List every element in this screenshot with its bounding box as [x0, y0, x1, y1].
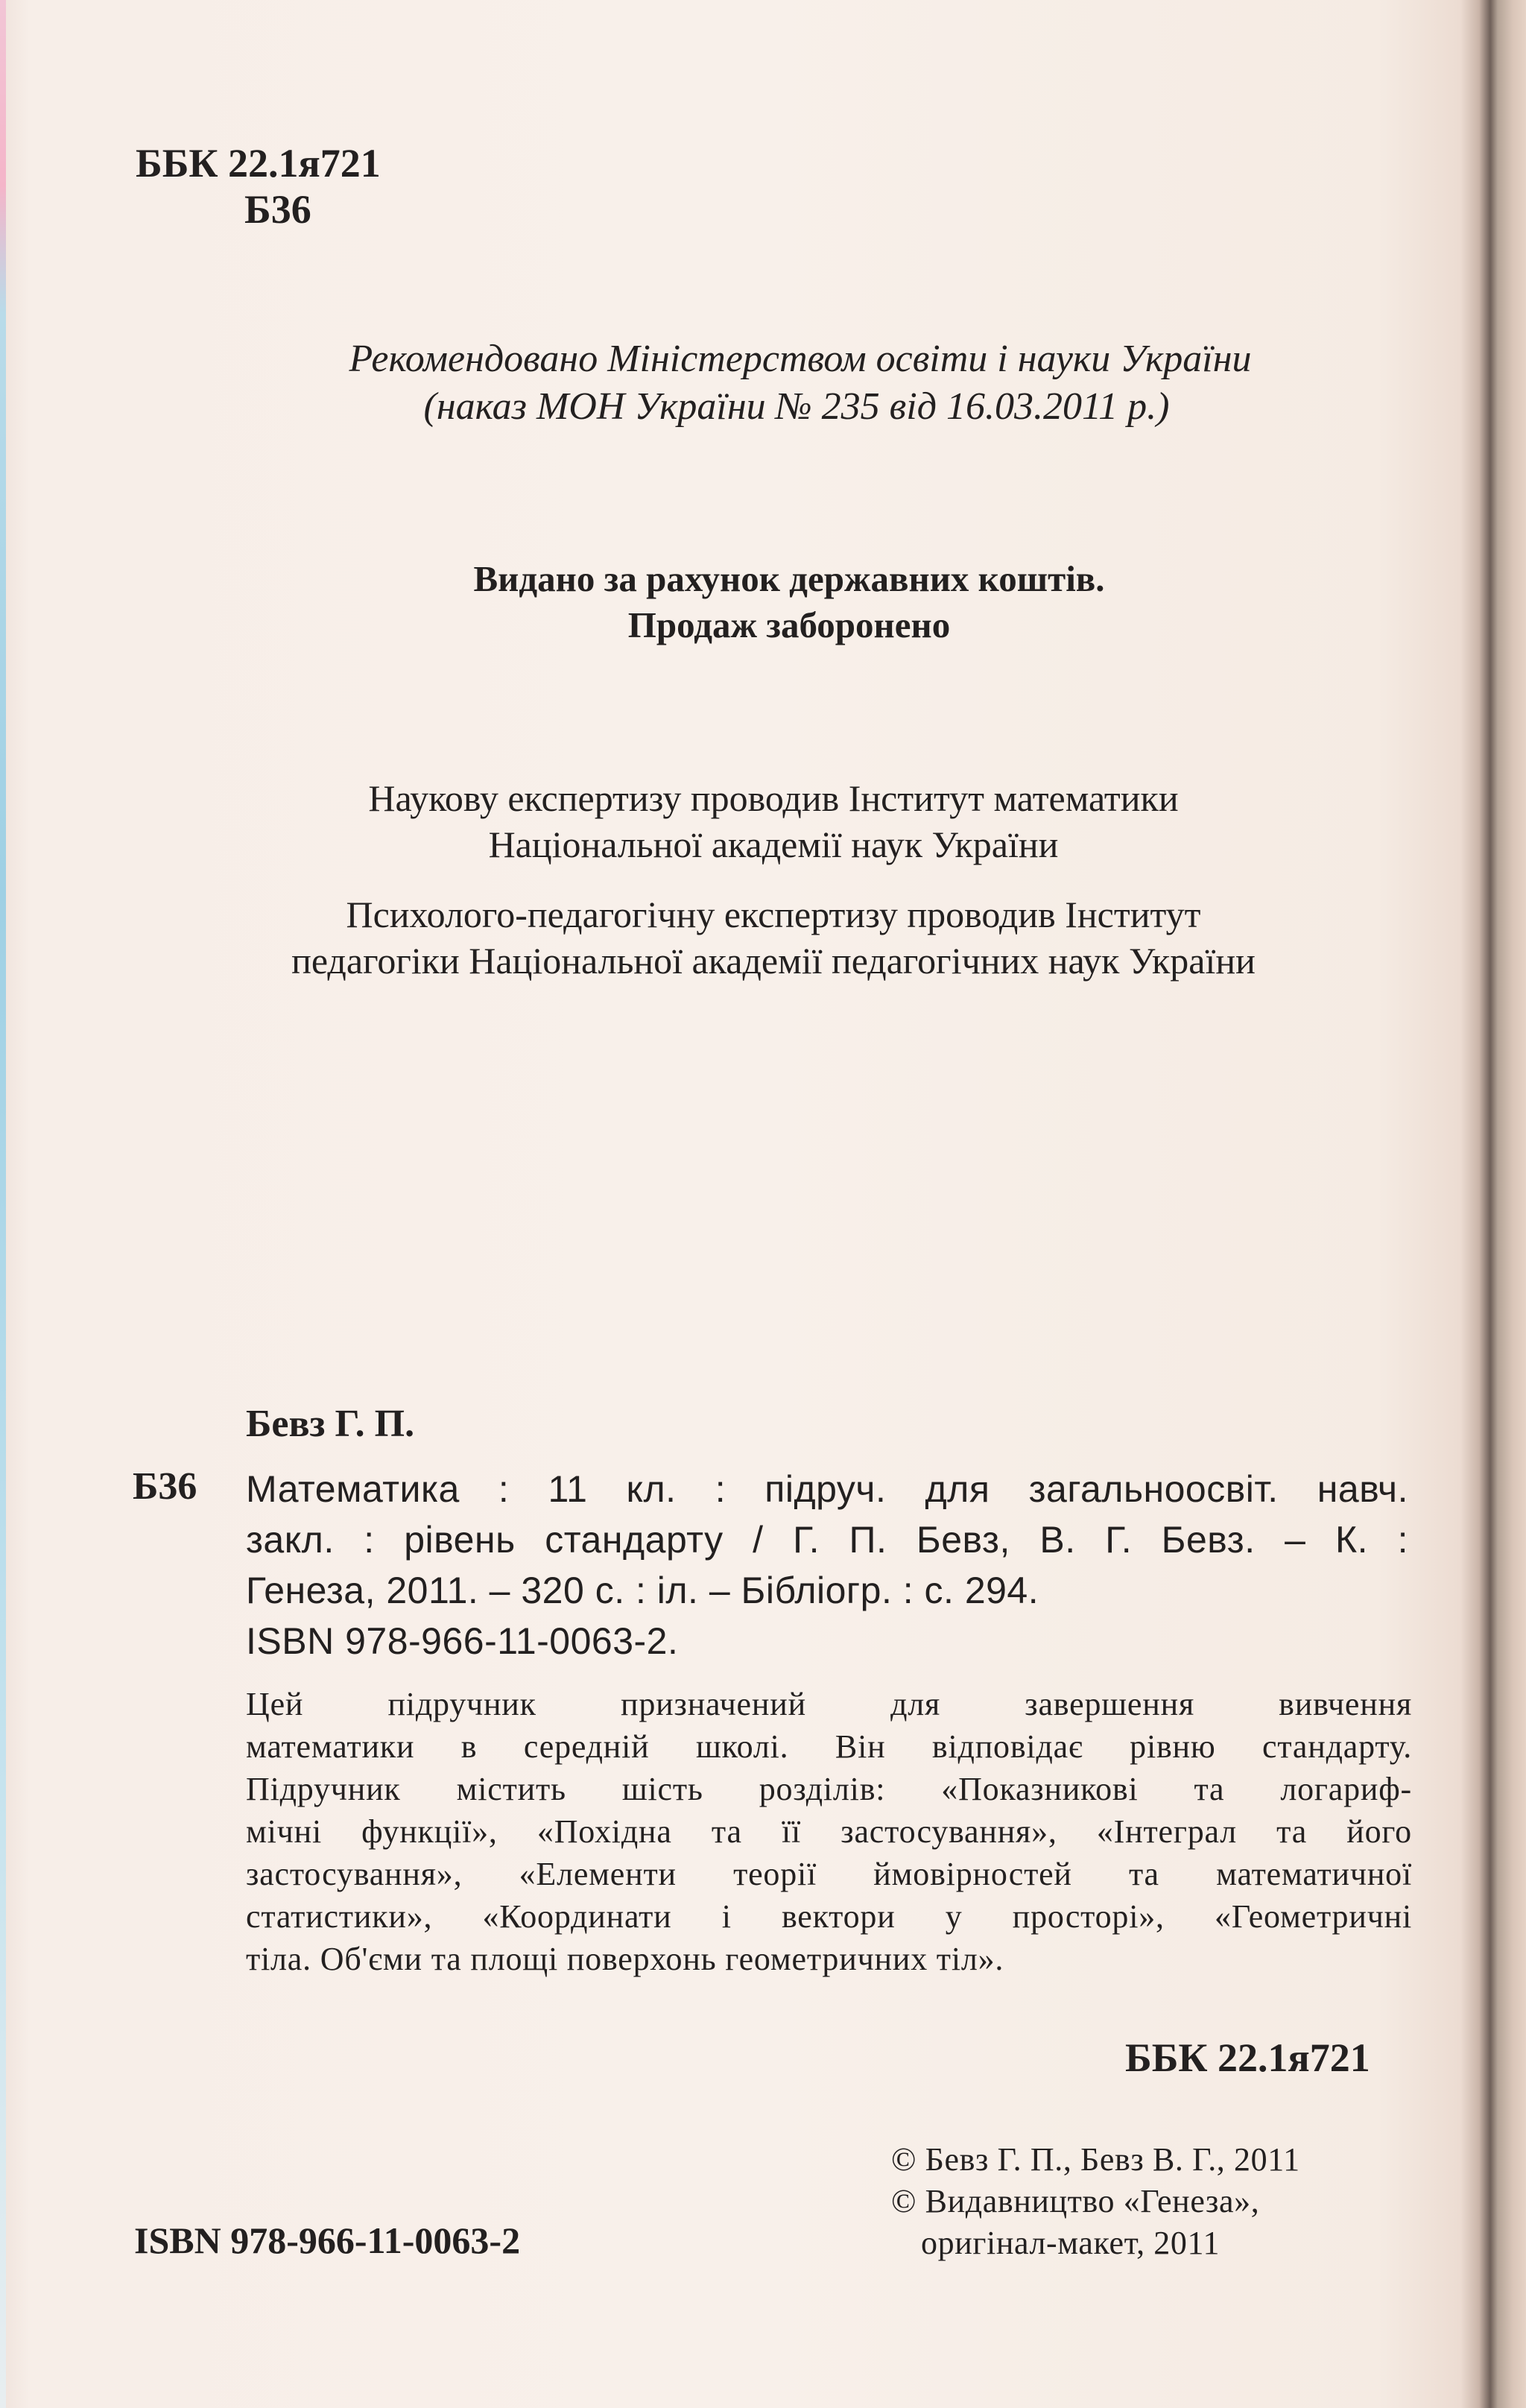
biblio-line: Генеза, 2011. – 320 с. : іл. – Бібліогр. : с. 294.	[246, 1570, 1039, 1611]
catalog-author: Бевз Г. П.	[246, 1403, 415, 1445]
recommendation-line-2: (наказ МОН України № 235 від 16.03.2011 р.)	[423, 385, 1170, 428]
copyright-line-3: оригінал-макет, 2011	[921, 2225, 1221, 2261]
pedagogical-expertise-line-1: Психолого-педагогічну експертизу проводив Інститут	[346, 894, 1201, 935]
biblio-line: закл. : рівень стандарту / Г. П. Бевз, В. Г. Бевз. – К. :	[246, 1519, 1408, 1561]
pedagogical-expertise-line-2: педагогіки Національної академії педагогічних наук України	[291, 940, 1256, 982]
pedagogical-expertise-note	[0, 891, 1526, 984]
book-annotation	[246, 1683, 1412, 1980]
recommendation-line-1: Рекомендовано Міністерством освіти і науки України	[349, 338, 1252, 380]
copyright-line-2: © Видавництво «Генеза»,	[891, 2183, 1260, 2219]
funding-line-1: Видано за рахунок державних коштів.	[473, 558, 1105, 599]
bbk-code: ББК 22.1я721	[136, 141, 381, 186]
copyright-notice	[891, 2139, 1300, 2264]
catalog-index-code: Б36	[133, 1465, 197, 1508]
isbn-number: ISBN 978-966-11-0063-2	[134, 2219, 521, 2261]
annotation-line: статистики», «Координати і вектори у просторі», «Геометричні	[246, 1898, 1412, 1935]
bbk-classification-top	[136, 140, 381, 233]
author-index-code: Б36	[244, 187, 311, 232]
scientific-expertise-line-1: Наукову експертизу проводив Інститут математики	[368, 777, 1179, 819]
bbk-classification-bottom: ББК 22.1я721	[1125, 2035, 1370, 2080]
funding-line-2: Продаж заборонено	[627, 604, 951, 645]
annotation-line: застосування», «Елементи теорії ймовірностей та математичної	[246, 1856, 1412, 1892]
biblio-isbn-line: ISBN 978-966-11-0063-2.	[246, 1620, 679, 1662]
annotation-line: тіла. Об'єми та площі поверхонь геометричних тіл».	[246, 1941, 1004, 1977]
bibliographic-record	[246, 1464, 1408, 1666]
state-funding-notice	[0, 556, 1526, 648]
annotation-line: Цей підручник призначений для завершення вивчення	[246, 1686, 1412, 1722]
scientific-expertise-note	[0, 775, 1526, 868]
biblio-line: Математика : 11 кл. : підруч. для загальноосвіт. навч.	[246, 1468, 1408, 1510]
annotation-line: Підручник містить шість розділів: «Показникові та логариф-	[246, 1771, 1412, 1807]
ministry-recommendation	[0, 335, 1526, 431]
scientific-expertise-line-2: Національної академії наук України	[488, 824, 1059, 865]
annotation-line: мічні функції», «Похідна та її застосування», «Інтеграл та його	[246, 1813, 1412, 1850]
annotation-line: математики в середній школі. Він відповідає рівню стандарту.	[246, 1728, 1412, 1765]
copyright-line-1: © Бевз Г. П., Бевз В. Г., 2011	[891, 2141, 1300, 2178]
